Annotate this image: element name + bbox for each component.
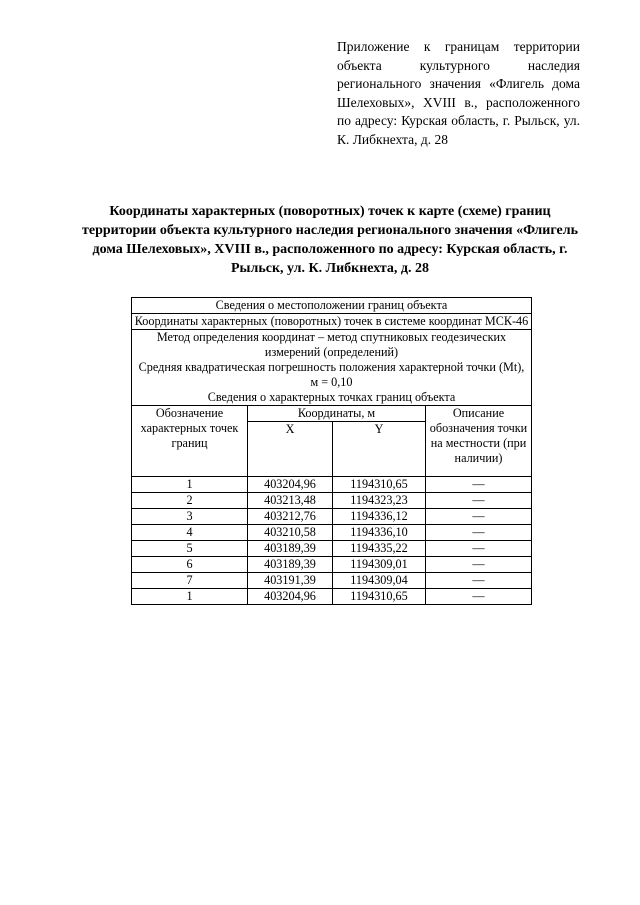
header-point: Обозначение характерных точек границ: [132, 406, 248, 477]
table-row: [132, 573, 532, 589]
table-row: [132, 557, 532, 573]
accuracy-text: Средняя квадратическая погрешность положения характерной точки (Mt), м = 0,10: [138, 360, 525, 389]
table-row: [132, 493, 532, 509]
coord-system-row: [132, 314, 532, 330]
table-title: Сведения о местоположении границ объекта: [132, 298, 532, 314]
coordinates-table: [131, 297, 532, 605]
x-cell: 403210,58: [248, 525, 333, 541]
y-cell: 1194335,22: [333, 541, 426, 557]
table-row: [132, 477, 532, 493]
point-cell: 4: [132, 525, 248, 541]
point-cell: 5: [132, 541, 248, 557]
description-cell: —: [426, 493, 532, 509]
x-cell: 403204,96: [248, 589, 333, 605]
method-row: [132, 330, 532, 406]
appendix-note: Приложение к границам территории объекта культурного наследия регионального значения «Флигель дома Шелеховых», XVIII в., расположенного по адресу: Курская область, г. Рыльск, ул. К. Либкнехта, д. 28: [337, 39, 580, 147]
table-row: [132, 509, 532, 525]
description-cell: —: [426, 589, 532, 605]
y-cell: 1194309,04: [333, 573, 426, 589]
point-cell: 3: [132, 509, 248, 525]
x-cell: 403204,96: [248, 477, 333, 493]
header-coords: Координаты, м: [248, 406, 426, 422]
header-x: X: [248, 422, 333, 477]
method-text: Метод определения координат – метод спутниковых геодезических измерений (определений): [156, 330, 507, 359]
header-description: Описание обозначения точки на местности (при наличии): [426, 406, 532, 477]
method-cell: [132, 330, 532, 406]
y-cell: 1194323,23: [333, 493, 426, 509]
x-cell: 403189,39: [248, 557, 333, 573]
point-cell: 6: [132, 557, 248, 573]
x-cell: 403191,39: [248, 573, 333, 589]
y-cell: 1194309,01: [333, 557, 426, 573]
y-cell: 1194310,65: [333, 477, 426, 493]
x-cell: 403189,39: [248, 541, 333, 557]
y-cell: 1194336,10: [333, 525, 426, 541]
header-row: [132, 406, 532, 422]
description-cell: —: [426, 477, 532, 493]
description-cell: —: [426, 541, 532, 557]
y-cell: 1194310,65: [333, 589, 426, 605]
table-row: [132, 525, 532, 541]
description-cell: —: [426, 573, 532, 589]
point-cell: 2: [132, 493, 248, 509]
points-info-text: Сведения о характерных точках границ объекта: [207, 390, 456, 404]
document-heading: Координаты характерных (поворотных) точек к карте (схеме) границ территории объекта культурного наследия регионального значения «Флигель дома Шелеховых», XVIII в., расположенного по адресу: Курская область, г. Рыльск, ул. К. Либкнехта, д. 28: [82, 204, 578, 276]
table-title-row: [132, 298, 532, 314]
point-cell: 1: [132, 477, 248, 493]
header-y: Y: [333, 422, 426, 477]
description-cell: —: [426, 557, 532, 573]
table-row: [132, 589, 532, 605]
point-cell: 7: [132, 573, 248, 589]
coord-system: Координаты характерных (поворотных) точек в системе координат МСК-46: [132, 314, 532, 330]
table-row: [132, 541, 532, 557]
point-cell: 1: [132, 589, 248, 605]
y-cell: 1194336,12: [333, 509, 426, 525]
x-cell: 403212,76: [248, 509, 333, 525]
description-cell: —: [426, 509, 532, 525]
x-cell: 403213,48: [248, 493, 333, 509]
description-cell: —: [426, 525, 532, 541]
